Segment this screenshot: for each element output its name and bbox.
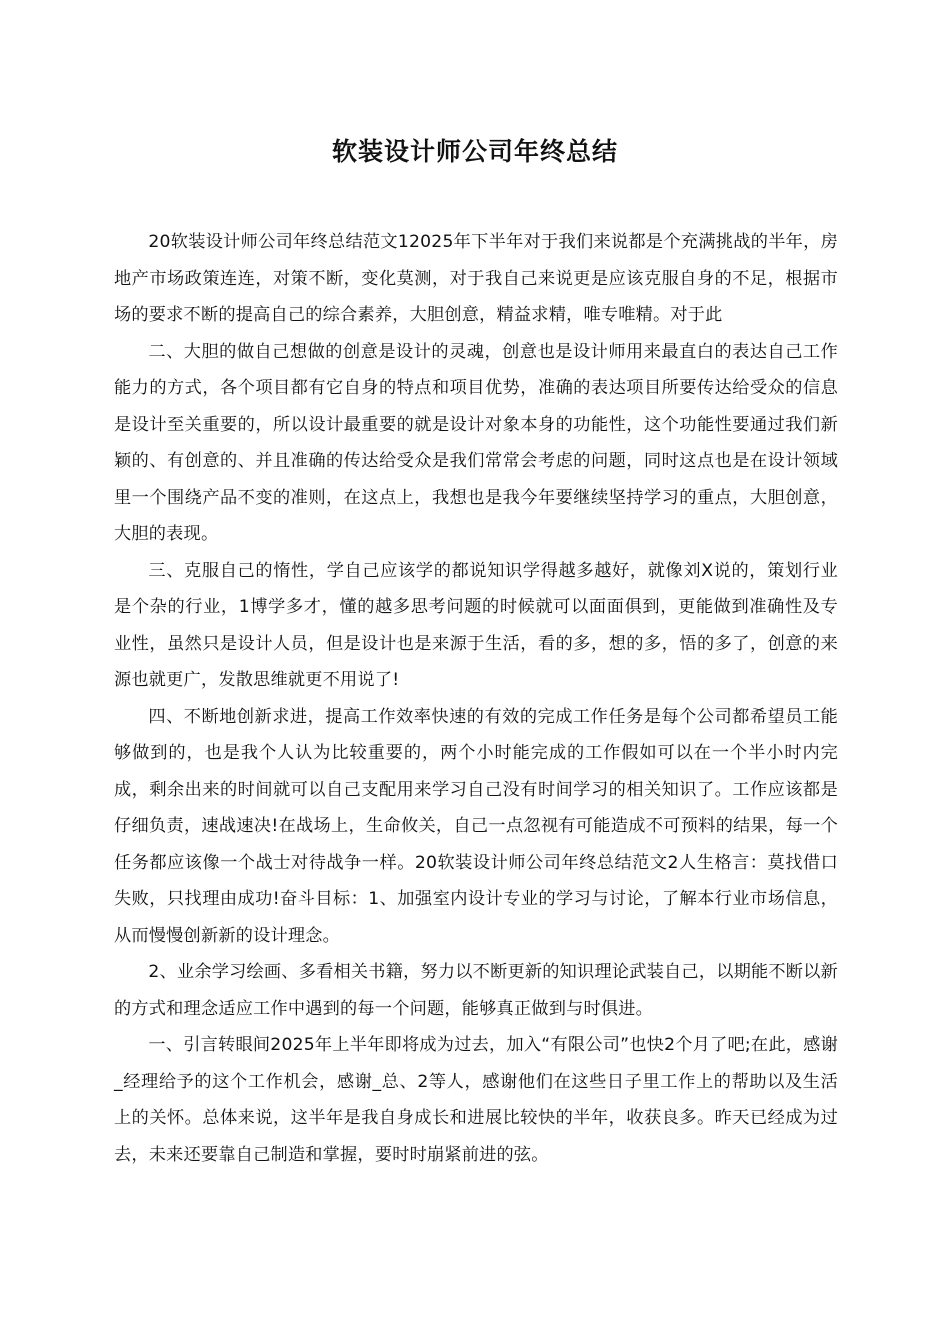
paragraph-5: 2、业余学习绘画、多看相关书籍，努力以不断更新的知识理论武装自己，以期能不断以新的方式和理念适应工作中遇到的每一个问题，能够真正做到与时俱进。 bbox=[114, 962, 838, 1019]
paragraph-3: 三、克服自己的惰性，学自己应该学的都说知识学得越多越好，就像刘X说的，策划行业是个杂的行业，1博学多才，懂的越多思考问题的时候就可以面面俱到，更能做到准确性及专业性，虽然只是设计人员，但是设计也是来源于生活，看的多，想的多，悟的多了，创意的来源也就更广，发散思维就更不用说了! bbox=[114, 560, 838, 690]
paragraph-6: 一、引言转眼间2025年上半年即将成为过去，加入“有限公司”也快2个月了吧;在此，感谢_经理给予的这个工作机会，感谢_总、2等人，感谢他们在这些日子里工作上的帮助以及生活上的关怀。总体来说，这半年是我自身成长和进展比较快的半年，收获良多。昨天已经成为过去，未来还要靠自己制造和掌握，要时时崩紧前进的弦。 bbox=[114, 1035, 838, 1165]
document-title: 软装设计师公司年终总结 bbox=[331, 137, 618, 166]
paragraph-2: 二、大胆的做自己想做的创意是设计的灵魂，创意也是设计师用来最直白的表达自己工作能力的方式，各个项目都有它自身的特点和项目优势，准确的表达项目所要传达给受众的信息是设计至关重要的，所以设计最重要的就是设计对象本身的功能性，这个功能性要通过我们新颖的、有创意的、并且准确的传达给受众是我们常常会考虑的问题，同时这点也是在设计领域里一个围绕产品不变的准则，在这点上，我想也是我今年要继续坚持学习的重点，大胆创意，大胆的表现。 bbox=[114, 341, 838, 544]
paragraph-1: 20软装设计师公司年终总结范文12025年下半年对于我们来说都是个充满挑战的半年，房地产市场政策连连，对策不断，变化莫测，对于我自己来说更是应该克服自身的不足，根据市场的要求不断的提高自己的综合素养，大胆创意，精益求精，唯专唯精。对于此 bbox=[114, 232, 838, 325]
document-body bbox=[114, 224, 838, 1173]
paragraph-4: 四、不断地创新求进，提高工作效率快速的有效的完成工作任务是每个公司都希望员工能够做到的，也是我个人认为比较重要的，两个小时能完成的工作假如可以在一个半小时内完成，剩余出来的时间就可以自己支配用来学习自己没有时间学习的相关知识了。工作应该都是仔细负责，速战速决!在战场上，生命攸关，自己一点忽视有可能造成不可预料的结果，每一个任务都应该像一个战士对待战争一样。20软装设计师公司年终总结范文2人生格言：莫找借口失败，只找理由成功!奋斗目标：1、加强室内设计专业的学习与讨论，了解本行业市场信息，从而慢慢创新新的设计理念。 bbox=[114, 706, 838, 946]
